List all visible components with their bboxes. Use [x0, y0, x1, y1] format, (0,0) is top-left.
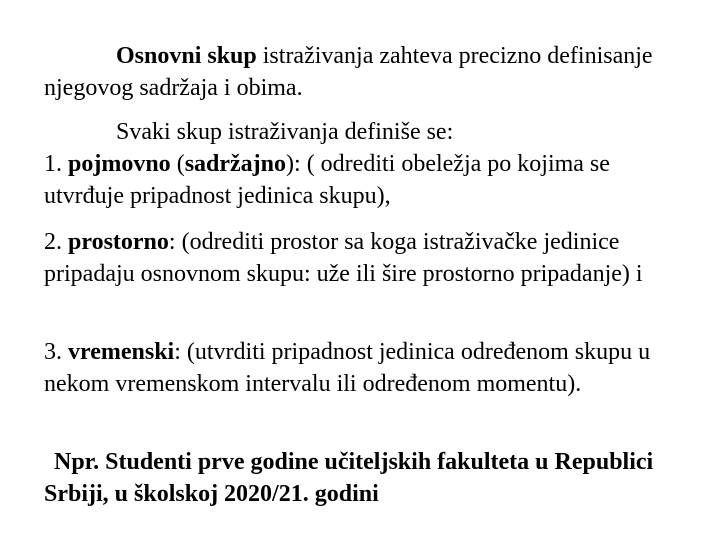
example-paragraph: [44, 446, 684, 510]
list-item-vremenski: [44, 336, 684, 400]
intro-text: Svaki skup istraživanja definiše se:: [116, 119, 454, 145]
item-number: 1.: [44, 151, 62, 177]
item-description: ): ( odrediti obeležja po kojima se utvrđuje pripadnost jedinica skupu),: [44, 151, 610, 209]
item-term: prostorno: [68, 229, 169, 255]
list-item-pojmovno: [44, 148, 684, 212]
item-term: vremenski: [68, 339, 175, 365]
item-term-secondary: sadržajno: [184, 151, 287, 177]
item-number: 3.: [44, 339, 62, 365]
paragraph-definition: [44, 40, 684, 104]
item-description: : (odrediti prostor sa koga istraživačke jedinice pripadaju osnovnom skupu: uže ili šire prostorno pripadanje) i: [44, 229, 643, 287]
term-osnovni-skup: Osnovni skup: [116, 43, 257, 69]
definition-text: istraživanja zahteva precizno definisanje njegovog sadržaja i obima.: [44, 43, 653, 101]
list-item-prostorno: [44, 226, 684, 290]
item-number: 2.: [44, 229, 62, 255]
paragraph-intro: [44, 116, 684, 148]
item-term: pojmovno: [68, 151, 171, 177]
item-paren: (: [170, 151, 185, 177]
example-text: Npr. Studenti prve godine učiteljskih fakulteta u Republici Srbiji, u školskoj 2020/21. godini: [44, 449, 654, 507]
item-description: : (utvrditi pripadnost jedinica određenom skupu u nekom vremenskom intervalu ili određenom momentu).: [44, 339, 651, 397]
